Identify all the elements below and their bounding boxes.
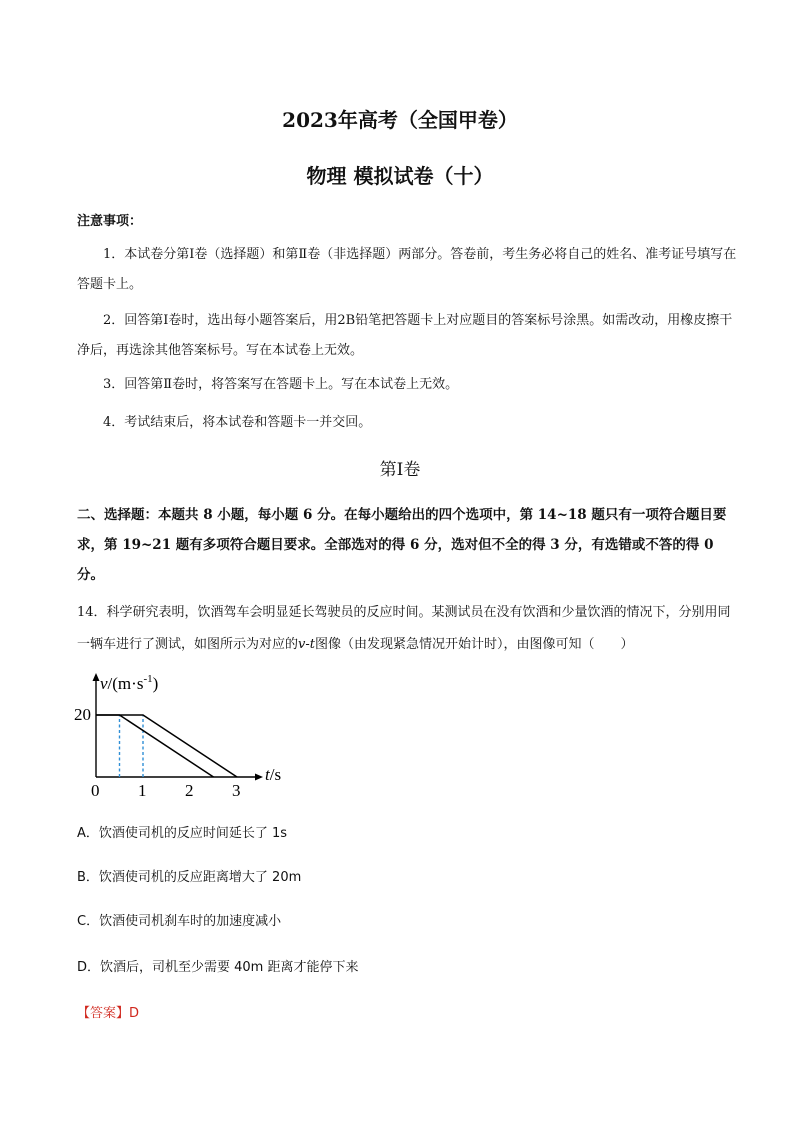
answer-bracket: 【答案】: [77, 1006, 130, 1021]
question-14: [77, 597, 742, 661]
note-item-3: 3．回答第Ⅱ卷时，将答案写在答题卡上。写在本试卷上无效。: [103, 377, 459, 392]
option-b: B．饮酒使司机的反应距离增大了 20m: [77, 870, 302, 885]
x-tick-0: 0: [91, 781, 100, 800]
x-axis-label: [265, 765, 281, 784]
vt-label: v-t: [298, 637, 315, 652]
volume-title: 第Ⅰ卷: [379, 460, 421, 480]
question-tail: 图像（由发现紧急情况开始计时），由图像可知（ ）: [314, 637, 634, 652]
option-d: D．饮酒后，司机至少需要 40m 距离才能停下来: [77, 960, 359, 975]
x-axis-unit: /s: [269, 765, 282, 784]
y-tick-20: 20: [74, 705, 91, 724]
answer-value: D: [129, 1006, 140, 1021]
notes-heading: 注意事项：: [77, 214, 143, 229]
answer: [77, 1002, 139, 1021]
vt-graph-svg: [74, 665, 290, 805]
vt-marks: [96, 715, 237, 777]
y-axis-unit: /(m·s: [107, 674, 144, 693]
y-axis-close: ): [152, 674, 159, 693]
x-tick-1: 1: [138, 781, 147, 800]
y-axis-label: [100, 673, 158, 693]
x-axis-var: t: [265, 765, 270, 784]
question-text: 14．科学研究表明，饮酒驾车会明显延长驾驶员的反应时间。某测试员在没有饮酒和少量饮酒的情况下，分别用同一辆车进行了测试，如图所示为对应的: [77, 605, 731, 652]
series-line-1: [96, 715, 214, 777]
exam-subtitle: 物理 模拟试卷（十）: [306, 164, 494, 188]
x-tick-3: 3: [232, 781, 241, 800]
y-axis-var: v: [100, 674, 108, 693]
x-tick-2: 2: [185, 781, 194, 800]
note-item-2: 2．回答第Ⅰ卷时，选出每小题答案后，用2B铅笔把答题卡上对应题目的答案标号涂黑。如需改动，用橡皮擦干净后，再选涂其他答案标号。写在本试卷上无效。: [77, 313, 733, 358]
exam-title: 2023年高考（全国甲卷）: [282, 108, 518, 132]
note-item-1: 1．本试卷分第Ⅰ卷（选择题）和第Ⅱ卷（非选择题）两部分。答卷前，考生务必将自己的姓名、准考证号填写在答题卡上。: [77, 247, 737, 292]
x-axis-arrow: [255, 774, 263, 781]
vt-graph: [74, 665, 290, 809]
option-a: A．饮酒使司机的反应时间延长了 1s: [77, 826, 288, 841]
y-axis-exp: -1: [143, 673, 153, 685]
section-instructions: 二、选择题：本题共 8 小题，每小题 6 分。在每小题给出的四个选项中，第 14~18 题只有一项符合题目要求，第 19~21 题有多项符合题目要求。全部选对的得 6 分，选对但不全的得 3 分，有选错或不答的得 0 分。: [77, 507, 727, 583]
note-item-4: 4．考试结束后，将本试卷和答题卡一并交回。: [103, 415, 372, 430]
y-axis-arrow: [93, 673, 100, 681]
option-c: C．饮酒使司机刹车时的加速度减小: [77, 914, 282, 929]
